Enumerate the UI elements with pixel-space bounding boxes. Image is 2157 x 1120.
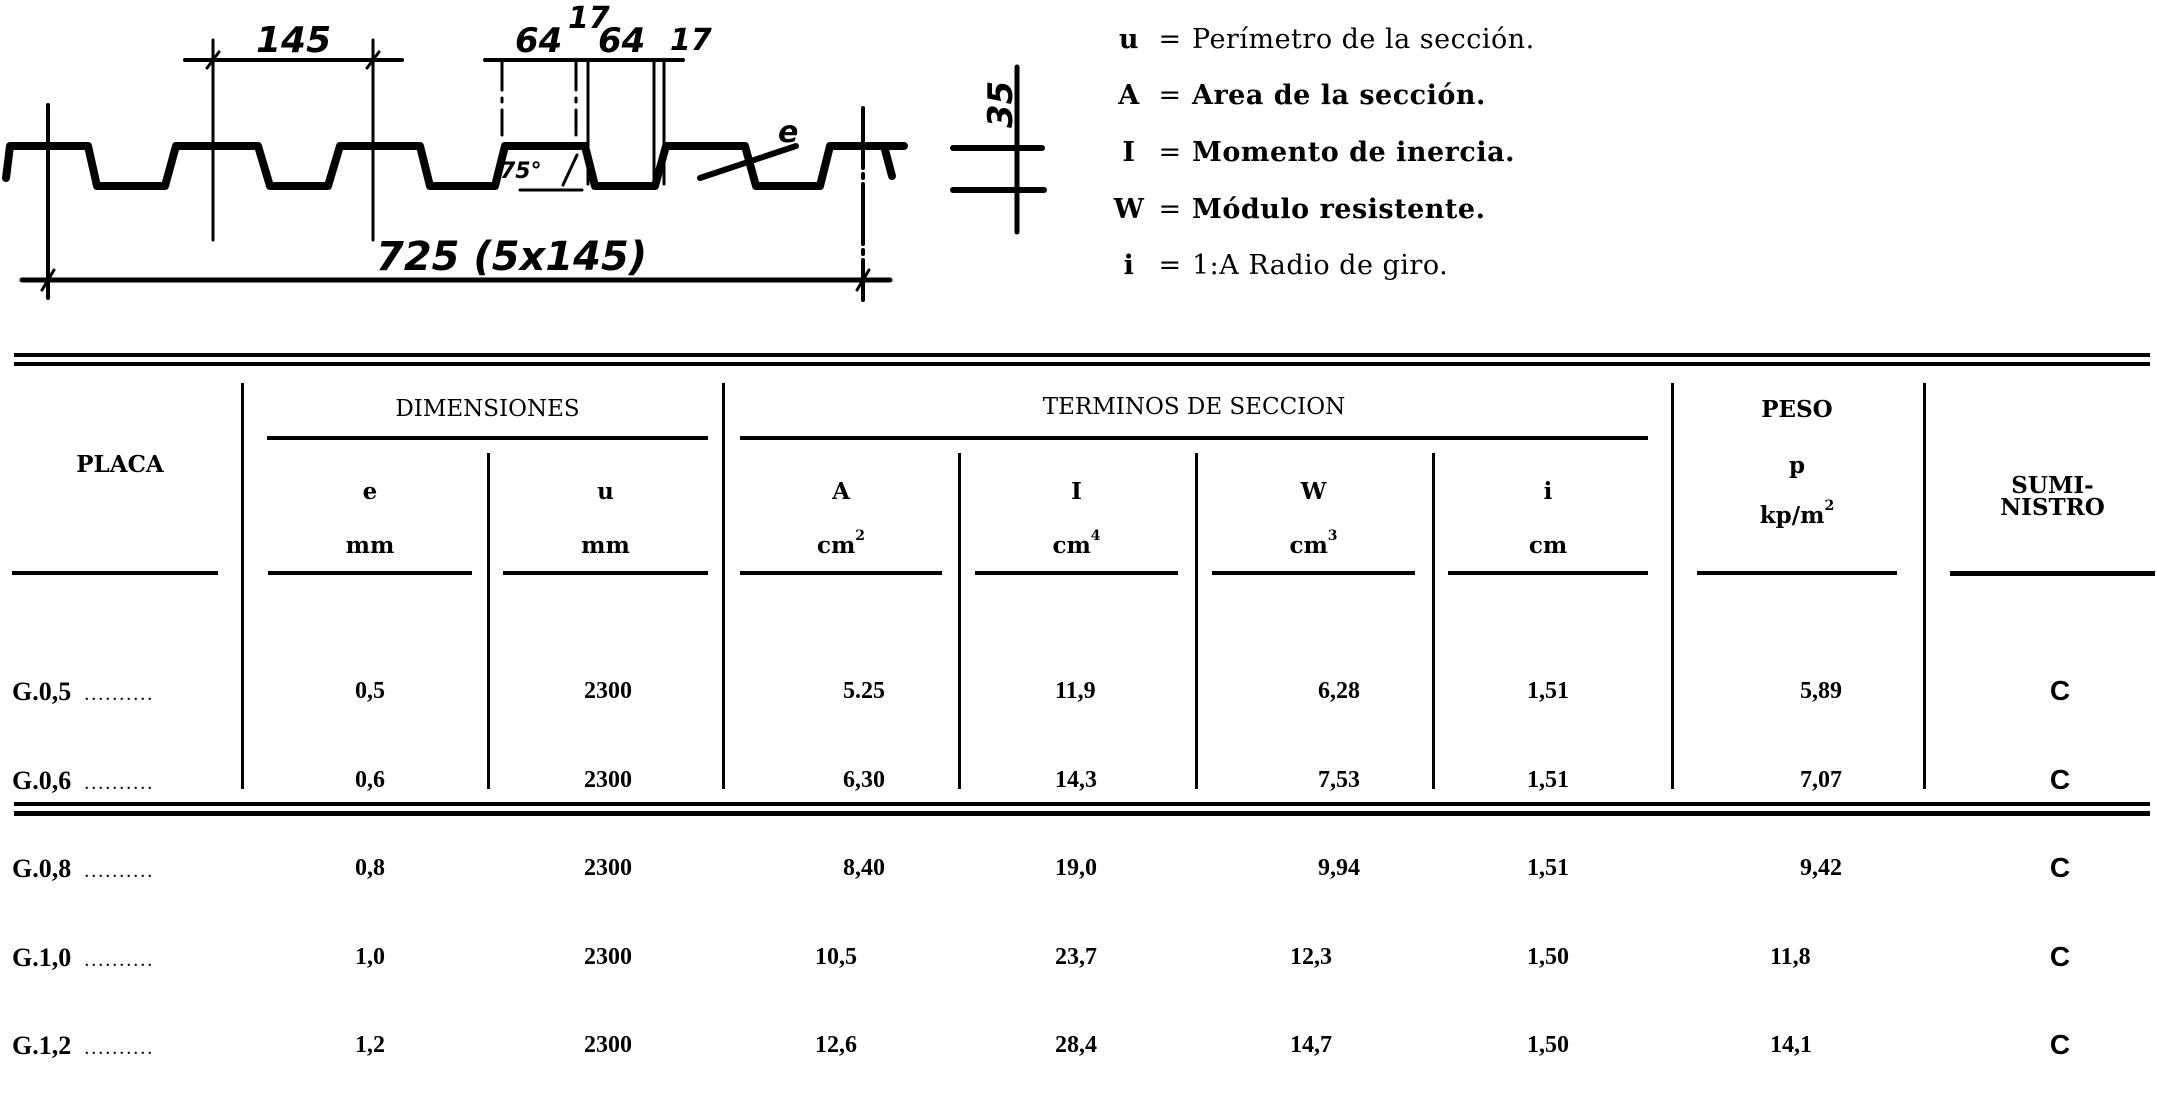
unit-text: cm (1528, 532, 1568, 559)
legend-text: Perímetro de la sección. (1192, 24, 1535, 55)
leader-dots: .......... (84, 683, 155, 705)
column-divider (487, 453, 490, 789)
legend-text: Momento de inercia. (1192, 137, 1515, 168)
header-rule (1950, 571, 2155, 576)
legend-equals: = (1158, 80, 1182, 111)
header-e-unit (268, 532, 472, 559)
column-divider (722, 383, 725, 789)
header-i-unit (1448, 532, 1648, 559)
cell-placa: G.0,5 (12, 677, 72, 706)
cell-A: 10,5 (815, 943, 857, 970)
column-i (1527, 618, 1569, 1120)
dim-thickness: e (778, 115, 799, 150)
cell-i: 1,50 (1527, 943, 1569, 970)
legend-equals: = (1158, 24, 1182, 55)
column-I (1055, 618, 1097, 1120)
cell-e: 1,2 (355, 1032, 385, 1058)
legend-equals: = (1158, 194, 1182, 225)
cell-suministro: C (2049, 852, 2071, 883)
cell-I: 19,0 (1055, 855, 1097, 881)
column-placa (12, 618, 154, 1120)
legend-item (1110, 80, 1486, 111)
cell-u: 2300 (584, 943, 632, 970)
header-rule (12, 571, 218, 575)
legend-item (1110, 24, 1535, 55)
header-u-unit (503, 532, 708, 559)
column-W (1290, 618, 1360, 1120)
column-divider (1671, 383, 1674, 789)
group-rule-terminos (740, 436, 1648, 440)
unit-text: cm (1052, 532, 1091, 559)
cell-A: 8,40 (843, 855, 885, 881)
column-p (1770, 618, 1842, 1120)
legend-equals: = (1158, 250, 1182, 281)
header-suministro (1950, 472, 2155, 521)
header-p-symbol: p (1788, 452, 1806, 479)
header-i-symbol: i (1543, 478, 1553, 505)
header-rule (1448, 571, 1648, 575)
table-row (12, 677, 154, 707)
legend-symbol: A (1118, 80, 1140, 111)
cell-I: 23,7 (1055, 943, 1097, 970)
cell-suministro: C (2049, 1029, 2071, 1060)
legend-text: 1:A Radio de giro. (1192, 250, 1449, 281)
cell-I: 14,3 (1055, 766, 1097, 793)
dim-pitch: 145 (256, 20, 332, 61)
leader-dots: .......... (84, 1037, 155, 1059)
legend-text: Módulo resistente. (1192, 194, 1486, 225)
leader-dots: .......... (84, 860, 155, 882)
cell-i: 1,51 (1527, 766, 1569, 793)
cell-u: 2300 (584, 766, 632, 793)
header-rule (1697, 571, 1897, 575)
header-suministro-line2: NISTRO (2000, 494, 2105, 521)
legend-text: Area de la sección. (1192, 80, 1486, 111)
header-u-symbol: u (597, 478, 614, 505)
header-rule (268, 571, 472, 575)
header-dimensiones: DIMENSIONES (395, 396, 580, 422)
column-u (584, 618, 632, 1120)
header-A-unit (740, 528, 942, 559)
column-divider (958, 453, 961, 789)
unit-exponent: 2 (855, 528, 866, 544)
header-I-unit (975, 528, 1178, 559)
dim-height: 35 (981, 80, 1021, 128)
cell-W: 9,94 (1318, 855, 1360, 881)
cell-suministro: C (2049, 763, 2071, 795)
cell-placa: G.0,6 (12, 765, 72, 795)
cell-e: 0,6 (355, 766, 385, 793)
cell-W: 14,7 (1290, 1032, 1332, 1058)
table-row (12, 1031, 154, 1061)
header-rule (503, 571, 708, 575)
cell-p: 5,89 (1800, 678, 1842, 704)
header-peso: PESO (1761, 396, 1833, 423)
cell-u: 2300 (584, 1032, 632, 1058)
unit-text: mm (345, 532, 395, 559)
header-A-symbol: A (832, 478, 850, 505)
cell-suministro: C (2049, 940, 2071, 972)
cell-u: 2300 (584, 678, 632, 704)
legend-symbol: i (1123, 250, 1135, 281)
cell-i: 1,51 (1527, 855, 1569, 881)
header-terminos: TERMINOS DE SECCION (1042, 394, 1346, 420)
trapezoidal-profile-drawing (0, 0, 1100, 320)
cell-A: 5.25 (843, 678, 885, 704)
unit-text: kp/m (1759, 502, 1825, 529)
cell-W: 6,28 (1318, 678, 1360, 704)
cell-I: 11,9 (1055, 678, 1096, 704)
top-double-rule (14, 362, 2150, 366)
cell-W: 12,3 (1290, 943, 1332, 970)
header-placa: PLACA (76, 451, 164, 478)
table-row (12, 766, 154, 796)
header-W-unit (1212, 528, 1415, 559)
cell-u: 2300 (584, 855, 632, 881)
header-I-symbol: I (1071, 478, 1082, 505)
header-rule (975, 571, 1178, 575)
cell-A: 6,30 (843, 766, 885, 793)
cell-suministro: C (2049, 675, 2071, 706)
column-e (355, 618, 385, 1120)
group-rule-dimensiones (267, 436, 708, 440)
cell-p: 14,1 (1770, 1032, 1812, 1058)
leader-dots: .......... (84, 948, 155, 971)
unit-exponent: 2 (1824, 498, 1835, 514)
cell-A: 12,6 (815, 1032, 857, 1058)
table-row (12, 943, 154, 973)
unit-exponent: 3 (1327, 528, 1338, 544)
dim-web-top: 17 (568, 1, 610, 36)
column-suministro (2040, 617, 2080, 1119)
column-divider (1923, 383, 1926, 789)
header-e-symbol: e (362, 478, 378, 505)
leader-dots: .......... (84, 771, 155, 794)
legend-item (1110, 194, 1485, 225)
cell-I: 28,4 (1055, 1032, 1097, 1058)
unit-text: mm (581, 532, 630, 559)
cell-e: 0,5 (355, 678, 385, 704)
cell-p: 11,8 (1770, 943, 1811, 970)
legend-equals: = (1158, 137, 1182, 168)
dim-web-bottom: 17 (670, 23, 712, 58)
cell-e: 1,0 (355, 943, 385, 970)
cell-e: 0,8 (355, 855, 385, 881)
top-double-rule (14, 353, 2150, 357)
header-W-symbol: W (1300, 478, 1327, 505)
header-suministro-line1: SUMI- (2011, 472, 2094, 499)
cell-i: 1,51 (1527, 678, 1569, 704)
legend-symbol: u (1118, 24, 1140, 55)
cell-placa: G.1,2 (12, 1031, 72, 1060)
legend-symbol: W (1113, 194, 1145, 225)
header-p-unit (1697, 498, 1897, 529)
cell-p: 7,07 (1800, 766, 1842, 793)
legend-item (1110, 137, 1515, 168)
dim-flange-bottom: 64 (598, 21, 646, 61)
column-divider (241, 383, 244, 789)
column-divider (1195, 453, 1198, 789)
cell-placa: G.0,8 (12, 854, 72, 883)
legend-symbol: I (1122, 137, 1136, 168)
column-A (815, 618, 885, 1120)
header-rule (1212, 571, 1415, 575)
dim-total-width: 725 (5x145) (376, 234, 648, 280)
header-rule (740, 571, 942, 575)
dim-flange-top: 64 (515, 21, 563, 61)
dim-angle: 75° (500, 159, 542, 184)
cell-i: 1,50 (1527, 1032, 1569, 1058)
unit-text: cm (1289, 532, 1328, 559)
unit-text: cm (816, 532, 856, 559)
cell-W: 7,53 (1318, 766, 1360, 793)
column-divider (1432, 453, 1435, 789)
cell-p: 9,42 (1800, 855, 1842, 881)
legend-item (1110, 250, 1448, 281)
unit-exponent: 4 (1090, 528, 1101, 544)
table-row (12, 854, 154, 884)
cell-placa: G.1,0 (12, 942, 72, 972)
